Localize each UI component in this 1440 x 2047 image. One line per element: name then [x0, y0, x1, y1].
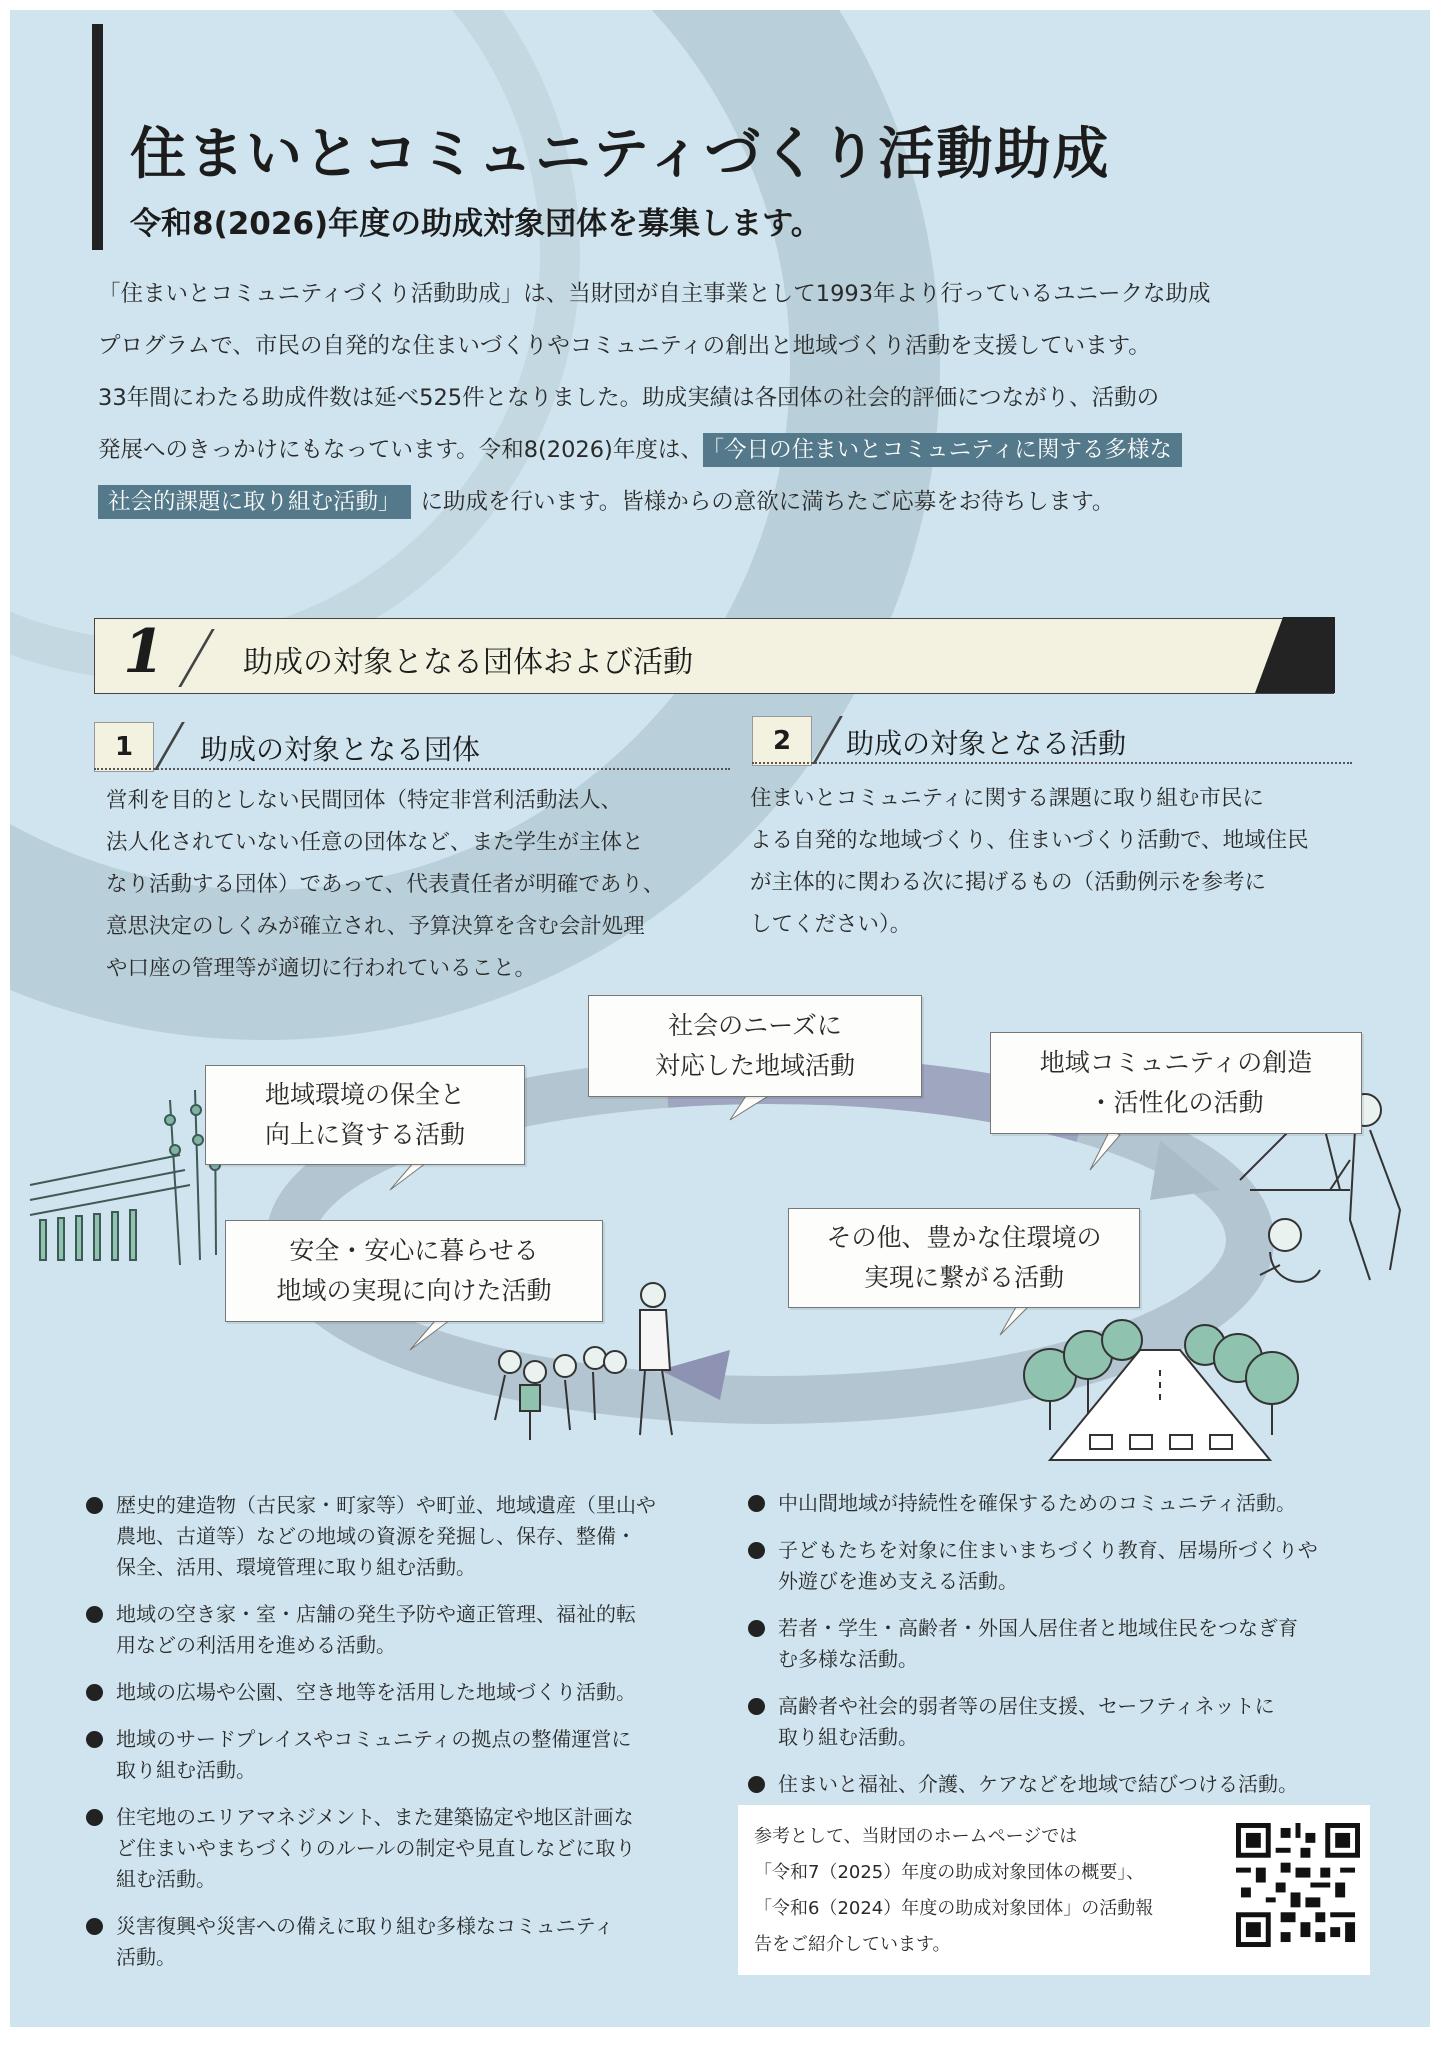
- bubble-line: 実現に繋がる活動: [863, 1263, 1064, 1292]
- intro-line: プログラムで、市民の自発的な住まいづくりやコミュニティの創出と地域づくり活動を支援しています。: [98, 333, 1151, 359]
- list-line: 住宅地のエリアマネジメント、また建築協定や地区計画な: [116, 1805, 634, 1829]
- body-line: よる自発的な地域づくり、住まいづくり活動で、地域住民: [750, 828, 1309, 853]
- list-line: 地域のサードプレイスやコミュニティの拠点の整備運営に: [116, 1727, 632, 1751]
- list-line: 保全、活用、環境管理に取り組む活動。: [116, 1555, 476, 1579]
- list-line: 住まいと福祉、介護、ケアなどを地域で結びつける活動。: [778, 1772, 1298, 1796]
- subsection-2-body: [750, 778, 1309, 946]
- section-title: 助成の対象となる団体および活動: [243, 645, 693, 680]
- list-item: [86, 1724, 726, 1786]
- activity-bubble-safety: [225, 1220, 603, 1322]
- dotted-divider: [94, 768, 730, 770]
- list-item: [86, 1490, 726, 1583]
- list-line: 活動。: [116, 1945, 176, 1969]
- list-line: 地域の空き家・室・店舗の発生予防や適正管理、福祉的転: [116, 1602, 636, 1626]
- subsection-1-badge: 1: [94, 722, 154, 772]
- list-line: 中山間地域が持続性を確保するためのコミュニティ活動。: [778, 1491, 1296, 1515]
- list-line: 用などの利活用を進める活動。: [116, 1633, 396, 1657]
- subsection-2-badge: 2: [752, 716, 812, 766]
- list-item: [748, 1535, 1388, 1597]
- qr-code-icon[interactable]: [1236, 1823, 1360, 1947]
- bubble-line: その他、豊かな住環境の: [826, 1223, 1102, 1252]
- list-line: む多様な活動。: [778, 1647, 918, 1671]
- activity-examples-left: [86, 1490, 726, 1989]
- reference-text: [754, 1819, 1153, 1963]
- body-line: 法人化されていない任意の団体など、また学生が主体と: [106, 830, 644, 855]
- list-item: [86, 1677, 726, 1708]
- list-line: 取り組む活動。: [116, 1758, 256, 1782]
- section-number: 1: [123, 617, 165, 687]
- body-line: 営利を目的としない民間団体（特定非営利活動法人、: [106, 788, 623, 813]
- intro-text: に助成を行います。皆様からの意欲に満ちたご応募をお待ちします。: [420, 489, 1115, 515]
- section-1-header: [94, 618, 1334, 694]
- list-line: 高齢者や社会的弱者等の居住支援、セーフティネットに: [778, 1694, 1275, 1718]
- subsection-1-body: [106, 780, 664, 990]
- section-band-dark-corner: [1255, 617, 1335, 693]
- intro-highlight: 「今日の住まいとコミュニティに関する多様な: [703, 433, 1182, 467]
- body-line: なり活動する団体）であって、代表責任者が明確であり、: [106, 872, 665, 897]
- list-line: 取り組む活動。: [778, 1725, 918, 1749]
- subsection-slash: [812, 716, 843, 764]
- body-line: してください）。: [750, 912, 912, 937]
- activity-bubble-other: [788, 1208, 1140, 1308]
- list-item: [748, 1488, 1388, 1519]
- bubble-line: 向上に資する活動: [264, 1120, 465, 1149]
- list-item: [748, 1769, 1388, 1800]
- bubble-line: 地域の実現に向けた活動: [276, 1276, 552, 1305]
- section-slash: [178, 629, 214, 687]
- bubble-line: 安全・安心に暮らせる: [289, 1236, 539, 1265]
- intro-line: [98, 476, 1368, 528]
- body-line: 住まいとコミュニティに関する課題に取り組む市民に: [750, 786, 1264, 811]
- intro-line: 「住まいとコミュニティづくり活動助成」は、当財団が自主事業として1993年より行っているユニークな助成: [98, 281, 1211, 307]
- intro-highlight: 社会的課題に取り組む活動」: [98, 485, 411, 519]
- list-line: 組む活動。: [116, 1867, 216, 1891]
- bubble-line: 社会のニーズに: [668, 1011, 842, 1040]
- list-item: [748, 1613, 1388, 1675]
- reference-line: 参考として、当財団のホームページでは: [754, 1826, 1078, 1847]
- title-accent-bar: [92, 24, 103, 250]
- reference-line: 告をご紹介しています。: [754, 1934, 951, 1955]
- body-line: 意思決定のしくみが確立され、予算決算を含む会計処理: [106, 914, 645, 939]
- list-line: 子どもたちを対象に住まいまちづくり教育、居場所づくりや: [778, 1538, 1318, 1562]
- intro-text: 発展へのきっかけにもなっています。令和8(2026)年度は、: [98, 437, 703, 463]
- list-line: 地域の広場や公園、空き地等を活用した地域づくり活動。: [116, 1680, 636, 1704]
- list-item: [86, 1911, 726, 1973]
- grain-field-icon: [30, 1090, 220, 1265]
- body-line: や口座の管理等が適切に行われていること。: [106, 956, 537, 981]
- flyer-page: [10, 10, 1430, 2027]
- reference-line: 「令和7（2025）年度の助成対象団体の概要」、: [754, 1862, 1145, 1883]
- bubble-line: 地域コミュニティの創造: [1039, 1048, 1313, 1077]
- reference-box: [738, 1805, 1370, 1975]
- bubble-line: ・活性化の活動: [1088, 1088, 1264, 1117]
- list-line: 若者・学生・高齢者・外国人居住者と地域住民をつなぎ育: [778, 1616, 1298, 1640]
- list-line: 外遊びを進め支える活動。: [778, 1569, 1018, 1593]
- body-line: が主体的に関わる次に掲げるもの（活動例示を参考に: [750, 870, 1267, 895]
- list-line: ど住まいやまちづくりのルールの制定や見直しなどに取り: [116, 1836, 636, 1860]
- page-title: 住まいとコミュニティづくり活動助成: [130, 122, 1111, 187]
- subsection-slash: [154, 722, 185, 770]
- activity-examples-right: [748, 1488, 1388, 1816]
- list-item: [86, 1802, 726, 1895]
- list-item: [86, 1599, 726, 1661]
- list-line: 農地、古道等）などの地域の資源を発掘し、保存、整備・: [116, 1524, 636, 1548]
- activity-bubble-community: [990, 1032, 1362, 1134]
- intro-line: 33年間にわたる助成件数は延べ525件となりました。助成実績は各団体の社会的評価につながり、活動の: [98, 385, 1160, 411]
- page-subtitle: 令和8(2026)年度の助成対象団体を募集します。: [130, 206, 822, 242]
- dotted-divider: [752, 762, 1352, 764]
- reference-line: 「令和6（2024）年度の助成対象団体」の活動報: [754, 1898, 1154, 1919]
- activity-bubble-environment: [205, 1065, 525, 1165]
- list-item: [748, 1691, 1388, 1753]
- activity-illustration: [10, 990, 1430, 1470]
- list-line: 災害復興や災害への備えに取り組む多様なコミュニティ: [116, 1914, 614, 1938]
- subsection-2-title: 助成の対象となる活動: [846, 727, 1127, 760]
- bubble-line: 対応した地域活動: [654, 1051, 855, 1080]
- subsection-1-title: 助成の対象となる団体: [200, 733, 481, 766]
- activity-bubble-social-needs: [588, 995, 922, 1097]
- bubble-line: 地域環境の保全と: [264, 1080, 465, 1109]
- list-line: 歴史的建造物（古民家・町家等）や町並、地域遺産（里山や: [116, 1493, 656, 1517]
- intro-paragraph: [98, 268, 1368, 528]
- intro-line: [98, 424, 1368, 476]
